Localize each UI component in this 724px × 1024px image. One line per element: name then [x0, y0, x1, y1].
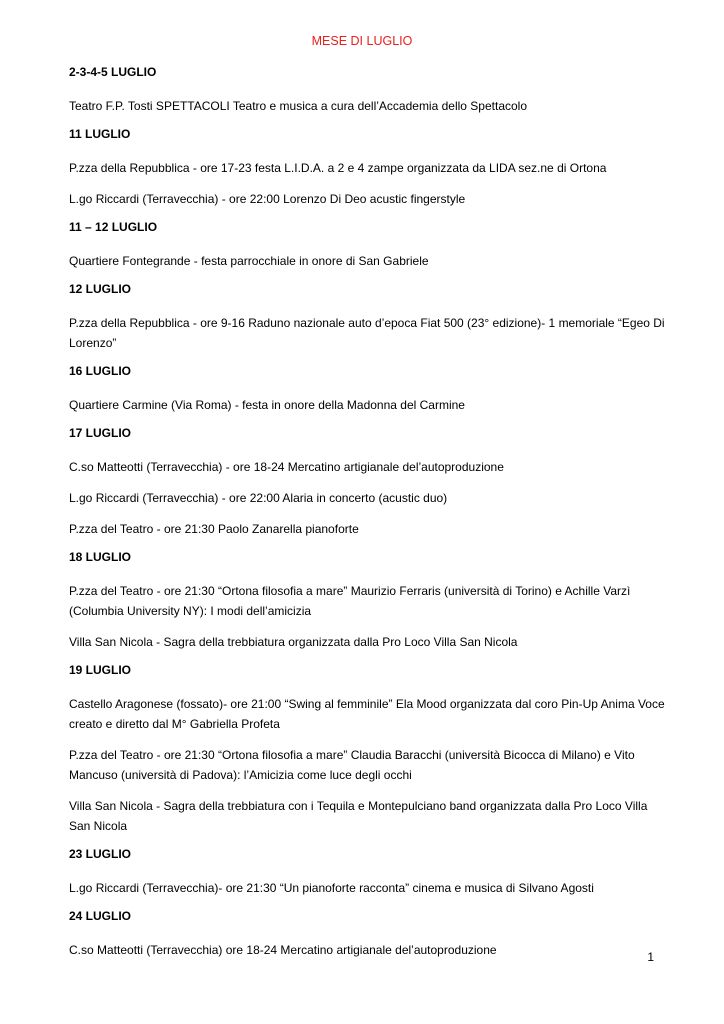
event-entry: Villa San Nicola - Sagra della trebbiatura organizzata dalla Pro Loco Villa San Nicola [69, 635, 518, 649]
event-entry: Villa San Nicola - Sagra della trebbiatura con i Tequila e Montepulciano band organizzata dalla Pro Loco Villa San Nicola [69, 799, 648, 833]
event-entry: Quartiere Carmine (Via Roma) - festa in onore della Madonna del Carmine [69, 398, 465, 412]
date-heading: 2-3-4-5 LUGLIO [69, 65, 157, 79]
event-entry: Teatro F.P. Tosti SPETTACOLI Teatro e musica a cura dell’Accademia dello Spettacolo [69, 99, 528, 113]
date-heading: 11 – 12 LUGLIO [69, 220, 158, 234]
page-number: 1 [647, 950, 654, 964]
event-entry: P.zza del Teatro - ore 21:30 Paolo Zanarella pianoforte [69, 522, 359, 536]
page-title: MESE DI LUGLIO [311, 34, 413, 48]
date-heading: 16 LUGLIO [69, 364, 132, 378]
event-entry: P.zza del Teatro - ore 21:30 “Ortona filosofia a mare” Claudia Baracchi (università Bicocca di Milano) e Vito Mancuso (università di Padova): l’Amicizia come luce degli occhi [69, 748, 635, 782]
date-heading: 17 LUGLIO [69, 426, 132, 440]
event-entry: P.zza della Repubblica - ore 9-16 Raduno nazionale auto d’epoca Fiat 500 (23° edizione)- 1 memoriale “Egeo Di Lorenzo” [69, 316, 665, 350]
date-heading: 18 LUGLIO [69, 550, 132, 564]
event-entry: P.zza del Teatro - ore 21:30 “Ortona filosofia a mare” Maurizio Ferraris (università di Torino) e Achille Varzì (Columbia University NY): I modi dell’amicizia [69, 584, 631, 618]
date-heading: 24 LUGLIO [69, 909, 132, 923]
date-heading: 12 LUGLIO [69, 282, 132, 296]
event-entry: C.so Matteotti (Terravecchia) - ore 18-24 Mercatino artigianale del’autoproduzione [69, 460, 504, 474]
event-entry: L.go Riccardi (Terravecchia) - ore 22:00 Alaria in concerto (acustic duo) [69, 491, 448, 505]
event-entry: Quartiere Fontegrande - festa parrocchiale in onore di San Gabriele [69, 254, 429, 268]
event-entry: P.zza della Repubblica - ore 17-23 festa L.I.D.A. a 2 e 4 zampe organizzata da LIDA sez.ne di Ortona [69, 161, 607, 175]
event-entry: L.go Riccardi (Terravecchia)- ore 21:30 “Un pianoforte racconta” cinema e musica di Silvano Agosti [69, 881, 594, 895]
event-list [69, 65, 669, 971]
date-heading: 23 LUGLIO [69, 847, 132, 861]
date-heading: 19 LUGLIO [69, 663, 132, 677]
date-heading: 11 LUGLIO [69, 127, 131, 141]
event-entry: C.so Matteotti (Terravecchia) ore 18-24 Mercatino artigianale del’autoproduzione [69, 943, 497, 957]
event-entry: L.go Riccardi (Terravecchia) - ore 22:00 Lorenzo Di Deo acustic fingerstyle [69, 192, 466, 206]
event-entry: Castello Aragonese (fossato)- ore 21:00 “Swing al femminile” Ela Mood organizzata dal coro Pin-Up Anima Voce creato e diretto dal M° Gabriella Profeta [69, 697, 665, 731]
